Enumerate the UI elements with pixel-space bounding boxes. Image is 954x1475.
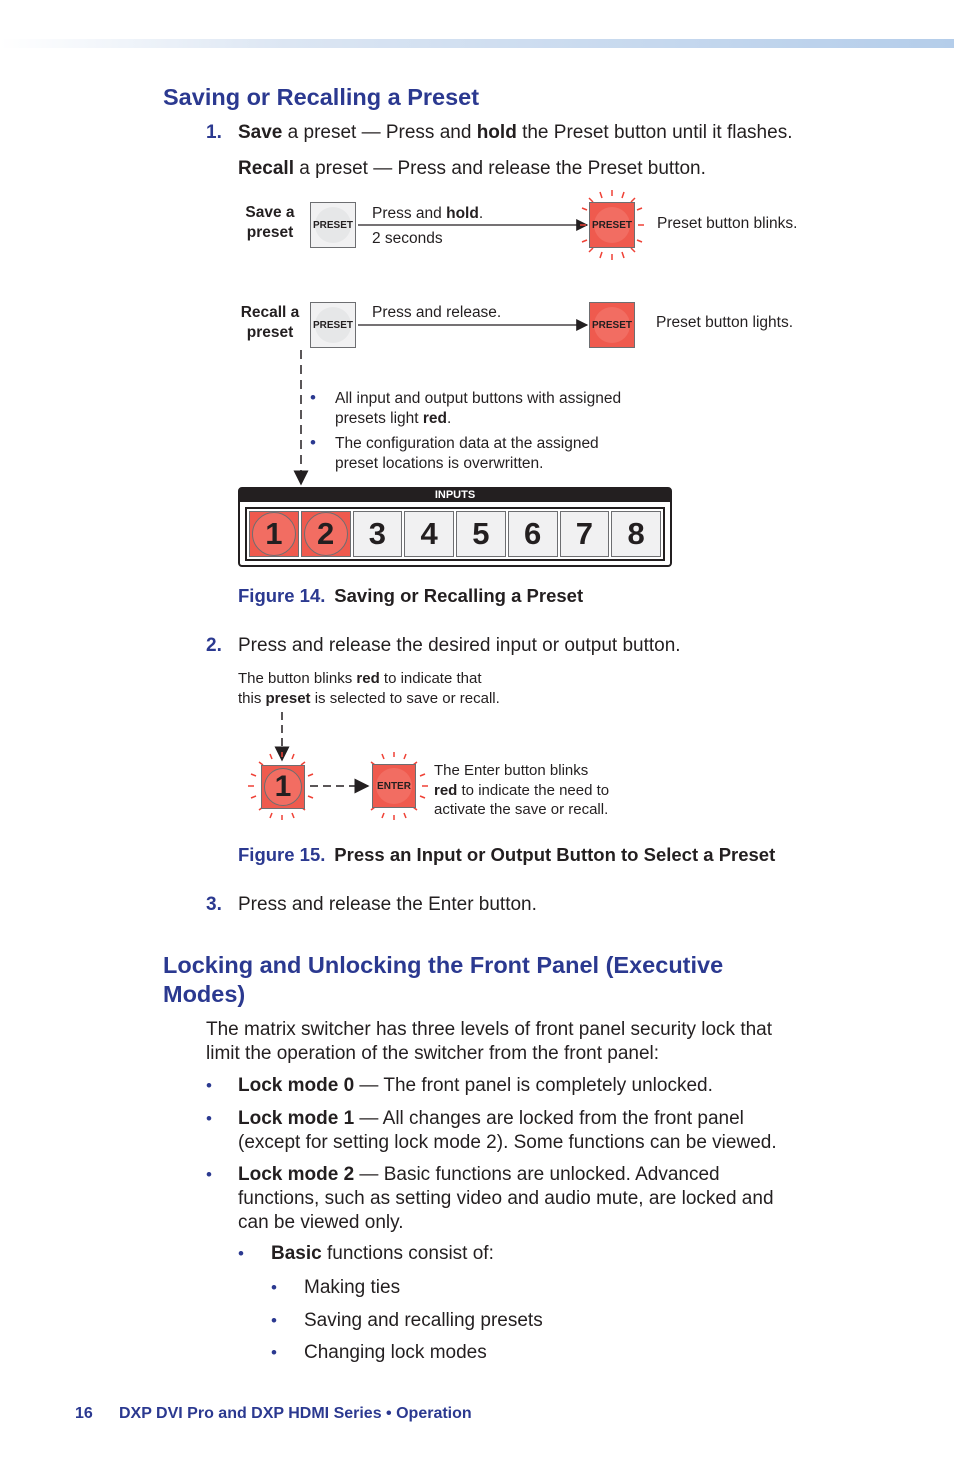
press-and-hold-text: Press and hold. [372, 205, 484, 222]
figure-14-caption-label: Figure 14. [238, 585, 326, 606]
input-button-label: 8 [614, 512, 658, 556]
recall-bold: Recall [238, 158, 294, 179]
input-button-1-blinking[interactable] [261, 765, 305, 809]
sub-item-making-ties: Making ties [304, 1277, 401, 1298]
input-button-label: 4 [407, 512, 451, 556]
save-bold: Save [238, 122, 283, 143]
lock-mode-2-item: Lock mode 2 — Basic functions are unlocked. Advanced functions, such as setting video and audio mute, are locked and can be viewed only. [238, 1164, 774, 1233]
fig-bullet-2-marker: • [310, 433, 316, 452]
save-a-preset-label: Save a preset [245, 204, 295, 241]
page-number: 16 [75, 1405, 93, 1422]
step-1-number: 1. [206, 122, 222, 143]
input-button-7[interactable] [560, 511, 610, 557]
recall-text: a preset — Press and release the Preset button. [293, 158, 706, 179]
inputs-panel [238, 487, 672, 567]
hold-bold: hold [476, 122, 517, 143]
preset-button-lit [589, 302, 635, 348]
preset-button-blinking [589, 202, 635, 248]
input-button-8[interactable] [611, 511, 661, 557]
section-heading-saving-preset: Saving or Recalling a Preset [163, 84, 480, 110]
inputs-button-row [245, 507, 665, 561]
save-text-1: a preset — Press and [282, 122, 477, 143]
input-button-1[interactable] [249, 511, 299, 557]
input-button-label: 1 [252, 512, 296, 556]
fig-bullet-2-text: The configuration data at the assigned preset locations is overwritten. [335, 435, 599, 472]
sub-bullet-3: • [271, 1343, 277, 1362]
save-text-2: the Preset button until it flashes. [516, 122, 793, 143]
input-button-label: 6 [511, 512, 555, 556]
input-button-2[interactable] [301, 511, 351, 557]
figure-15-note: The button blinks red to indicate that this preset is selected to save or recall. [238, 670, 500, 707]
step-2-text: Press and release the desired input or output button. [238, 635, 681, 656]
locking-intro: The matrix switcher has three levels of front panel security lock that limit the operation of the switcher from the front panel: [206, 1019, 773, 1064]
preset-button-recall-label: PRESET [315, 307, 351, 343]
input-button-3[interactable] [353, 511, 403, 557]
fig-bullet-1-marker: • [310, 388, 316, 407]
lock0-bullet: • [206, 1076, 212, 1095]
enter-button-note: The Enter button blinks red to indicate the need to activate the save or recall. [434, 762, 610, 818]
sub-item-saving-presets: Saving and recalling presets [304, 1310, 543, 1331]
preset-button-lit-label: PRESET [594, 307, 630, 343]
preset-button-save[interactable] [310, 202, 356, 248]
preset-button-recall[interactable] [310, 302, 356, 348]
input-button-1-label: 1 [264, 768, 302, 806]
figure-15-caption [238, 844, 775, 866]
basic-bullet: • [238, 1244, 244, 1263]
input-button-4[interactable] [404, 511, 454, 557]
inputs-panel-header: INPUTS [240, 489, 670, 502]
preset-button-save-label: PRESET [315, 207, 351, 243]
lock-mode-0-item: Lock mode 0 — The front panel is completely unlocked. [238, 1075, 713, 1096]
step-3-text: Press and release the Enter button. [238, 894, 537, 915]
lock2-bullet: • [206, 1165, 212, 1184]
recall-a-preset-label: Recall a preset [240, 304, 300, 341]
input-button-label: 5 [459, 512, 503, 556]
sub-bullet-2: • [271, 1311, 277, 1330]
input-button-label: 2 [304, 512, 348, 556]
two-seconds-text: 2 seconds [372, 230, 443, 247]
figure-14-caption-text: Saving or Recalling a Preset [334, 585, 584, 606]
input-button-label: 3 [355, 512, 399, 556]
fig-bullet-1-text: All input and output buttons with assigned presets light red. [335, 390, 622, 427]
sub-bullet-1: • [271, 1278, 277, 1297]
figure-14-caption [238, 585, 583, 607]
lock-mode-1-item: Lock mode 1 — All changes are locked from the front panel (except for setting lock mode 2). Some functions can be viewed. [238, 1108, 777, 1153]
enter-button-blinking[interactable] [372, 764, 416, 808]
press-and-release-text: Press and release. [372, 304, 502, 321]
footer-title: DXP DVI Pro and DXP HDMI Series • Operation [119, 1405, 472, 1422]
figure-15-caption-text: Press an Input or Output Button to Select a Preset [334, 844, 776, 865]
figure-15-caption-label: Figure 15. [238, 844, 326, 865]
preset-lights-text: Preset button lights. [656, 314, 793, 331]
step-2-number: 2. [206, 635, 222, 656]
preset-button-blinking-label: PRESET [594, 207, 630, 243]
sub-item-changing-lock-modes: Changing lock modes [304, 1342, 487, 1363]
lock1-bullet: • [206, 1109, 212, 1128]
step-3-number: 3. [206, 894, 222, 915]
input-button-6[interactable] [508, 511, 558, 557]
preset-blinks-text: Preset button blinks. [657, 215, 798, 232]
enter-button-label: ENTER [376, 768, 412, 804]
input-button-5[interactable] [456, 511, 506, 557]
basic-functions-item: Basic functions consist of: [271, 1243, 494, 1264]
input-button-label: 7 [562, 512, 606, 556]
section-heading-locking: Locking and Unlocking the Front Panel (Executive Modes) [163, 952, 724, 1007]
